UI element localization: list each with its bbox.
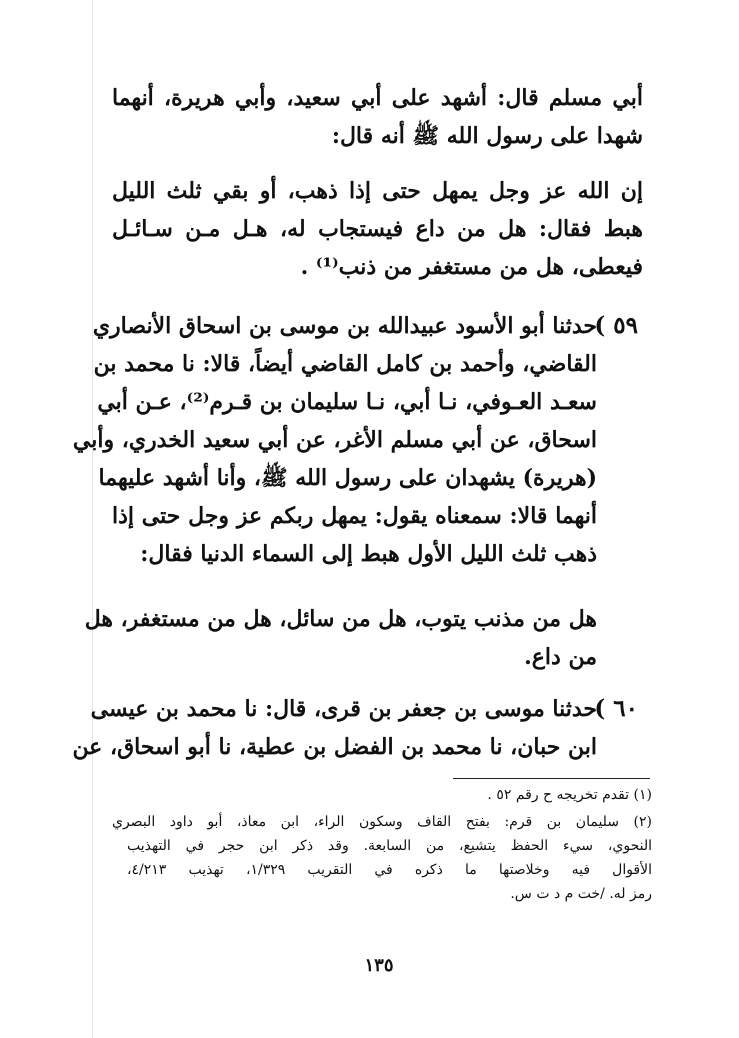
text-line: أنهما قالا: سمعناه يقول: يمهل ربكم عز وجل حتى إذا	[112, 503, 597, 529]
text-line: (هريرة) يشهدان على رسول الله ﷺ، وأنا أشهد عليهما	[98, 465, 597, 491]
footnote-separator	[453, 778, 650, 779]
footnote-line: الأقوال فيه وخلاصتها ما ذكره في التقريب ١/٣٢٩، تهذيب ٤/٢١٣،	[127, 862, 653, 878]
paragraph-hadith-text-2	[84, 600, 597, 676]
text-line: ذهب ثلث الليل الأول هبط إلى السماء الدنيا فقال:	[140, 541, 597, 567]
hadith-number: ٥٩ )	[594, 312, 638, 339]
paragraph-intro	[112, 79, 643, 155]
paragraph-hadith-59	[72, 307, 597, 573]
text-line: فيعطى، هل من مستغفر من ذنب⁽¹⁾ .	[300, 254, 643, 280]
hadith-number: ٦٠ )	[594, 695, 638, 722]
text-line: هبط فقال: هل من داع فيستجاب له، هـل مـن سـائـل	[112, 216, 643, 242]
text-line: حدثنا أبو الأسود عبيدالله بن موسى بن اسحاق الأنصاري	[92, 313, 597, 339]
text-line: ابن حبان، نا محمد بن الفضل بن عطية، نا أبو اسحاق، عن	[72, 734, 597, 760]
footnote-line: (٢) سليمان بن قرم: بفتح القاف وسكون الراء، ابن معاذ، أبو داود البصري	[112, 814, 652, 830]
footnote-1	[112, 783, 652, 807]
text-line: سعـد العـوفي، نـا أبي، نـا سليمان بن قـرم⁽²⁾، عـن أبي	[97, 389, 597, 415]
text-line: القاضي، وأحمد بن كامل القاضي أيضاً، قالا: نا محمد بن	[93, 351, 597, 377]
text-line: اسحاق، عن أبي مسلم الأغر، عن أبي سعيد الخدري، وأبي	[72, 427, 597, 453]
page-number: ١٣٥	[364, 955, 394, 976]
text-line: أبي مسلم قال: أشهد على أبي سعيد، وأبي هريرة، أنهما	[112, 85, 643, 111]
footnote-line: النحوي، سيء الحفظ يتشيع، من السابعة. وقد ذكر ابن حجر في التهذيب	[127, 838, 652, 854]
footnote-2	[112, 810, 652, 906]
text-line: هل من مذنب يتوب، هل من سائل، هل من مستغفر، هل	[84, 606, 597, 632]
scan-edge-line	[92, 0, 93, 1038]
paragraph-hadith-text	[112, 172, 643, 286]
text-line: من داع.	[524, 644, 597, 670]
paragraph-hadith-60	[72, 690, 597, 766]
footnote-line: رمز له. /خت م د ت س.	[510, 886, 652, 902]
footnote-line: (١) تقدم تخريجه ح رقم ٥٢ .	[487, 787, 652, 803]
text-line: شهدا على رسول الله ﷺ أنه قال:	[331, 123, 643, 149]
text-line: حدثنا موسى بن جعفر بن قرى، قال: نا محمد بن عيسى	[90, 696, 597, 722]
text-line: إن الله عز وجل يمهل حتى إذا ذهب، أو بقي ثلث الليل	[112, 178, 643, 204]
